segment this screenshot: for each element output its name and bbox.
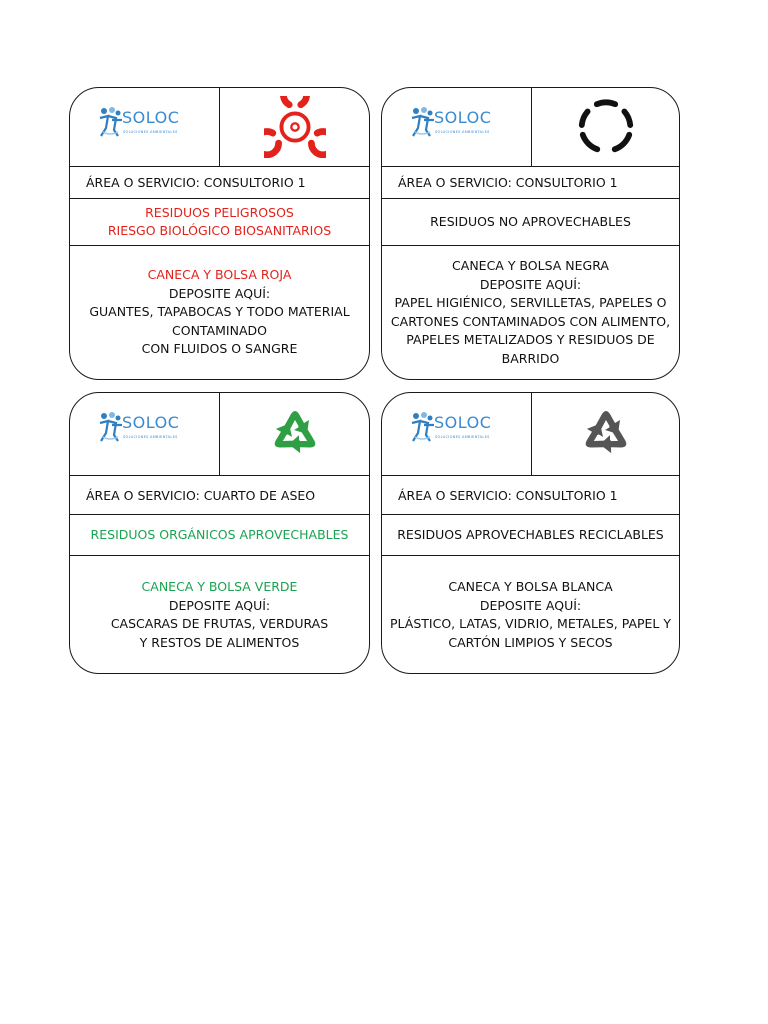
deposit-item: PLÁSTICO, LATAS, VIDRIO, METALES, PAPEL Y (390, 616, 671, 631)
card-header (70, 393, 369, 475)
deposit-instructions (382, 565, 679, 665)
deposit-item: CON FLUIDOS O SANGRE (141, 341, 298, 357)
bin-color: CANECA Y BOLSA BLANCA (448, 579, 613, 594)
recycle-green-icon (262, 401, 328, 467)
people-figure-icon (410, 106, 436, 138)
bin-color: CANECA Y BOLSA NEGRA (452, 258, 609, 273)
waste-type (382, 201, 679, 243)
deposit-item: Y RESTOS DE ALIMENTOS (139, 634, 300, 650)
icon-cell (532, 88, 679, 166)
icon-cell (220, 88, 369, 166)
recycle-gray-icon (573, 401, 639, 467)
icon-cell (532, 393, 679, 475)
deposit-item: PAPEL HIGIÉNICO, SERVILLETAS, PAPELES O (394, 295, 667, 310)
people-figure-icon (98, 106, 124, 138)
logo-text: SOLOC (434, 413, 492, 432)
area-service: ÁREA O SERVICIO: CONSULTORIO 1 (398, 488, 618, 503)
deposit-heading: DEPOSITE AQUÍ: (479, 276, 582, 292)
deposit-item: CARTÓN LIMPIOS Y SECOS (448, 634, 613, 650)
area-service: ÁREA O SERVICIO: CONSULTORIO 1 (398, 175, 618, 190)
bin-color: CANECA Y BOLSA ROJA (147, 267, 292, 283)
logo-text: SOLOC (122, 108, 180, 127)
card-header (382, 88, 679, 166)
waste-label-card-recyclable (381, 392, 680, 674)
deposit-item: CARTONES CONTAMINADOS CON ALIMENTO, (390, 313, 671, 329)
logo-tagline: SOLUCIONES AMBIENTALES (435, 130, 490, 134)
deposit-instructions (70, 250, 369, 375)
waste-type (70, 201, 369, 243)
waste-type (382, 517, 679, 553)
soloc-logo (410, 102, 506, 146)
people-figure-icon (410, 411, 436, 443)
deposit-instructions (382, 250, 679, 375)
bin-color: CANECA Y BOLSA VERDE (141, 579, 298, 594)
logo-tagline: SOLUCIONES AMBIENTALES (123, 130, 178, 134)
waste-label-card-organic (69, 392, 370, 674)
logo-text: SOLOC (122, 413, 180, 432)
waste-label-card-non-recyclable (381, 87, 680, 380)
logo-cell (70, 393, 220, 475)
people-figure-icon (98, 411, 124, 443)
deposit-item: BARRIDO (501, 350, 560, 366)
card-header (70, 88, 369, 166)
soloc-logo (98, 102, 194, 146)
logo-cell (382, 88, 532, 166)
soloc-logo (98, 407, 194, 451)
card-header (382, 393, 679, 475)
logo-tagline: SOLUCIONES AMBIENTALES (435, 435, 490, 439)
biohazard-icon (264, 96, 326, 158)
deposit-item: GUANTES, TAPABOCAS Y TODO MATERIAL (89, 304, 350, 320)
logo-text: SOLOC (434, 108, 492, 127)
deposit-heading: DEPOSITE AQUÍ: (168, 285, 271, 301)
deposit-instructions (70, 565, 369, 665)
icon-cell (220, 393, 369, 475)
deposit-item: CONTAMINADO (172, 322, 267, 338)
deposit-item: CASCARAS DE FRUTAS, VERDURAS (110, 616, 329, 631)
logo-tagline: SOLUCIONES AMBIENTALES (123, 435, 178, 439)
waste-type-line: RESIDUOS ORGÁNICOS APROVECHABLES (90, 527, 349, 542)
waste-label-card-hazardous (69, 87, 370, 380)
logo-cell (70, 88, 220, 166)
area-service: ÁREA O SERVICIO: CUARTO DE ASEO (86, 488, 316, 503)
waste-type-line: RESIDUOS NO APROVECHABLES (430, 214, 631, 229)
deposit-heading: DEPOSITE AQUÍ: (168, 597, 271, 613)
area-service: ÁREA O SERVICIO: CONSULTORIO 1 (86, 175, 306, 190)
logo-cell (382, 393, 532, 475)
waste-type-line: RESIDUOS PELIGROSOS (145, 205, 294, 220)
waste-type (70, 517, 369, 553)
deposit-heading: DEPOSITE AQUÍ: (479, 597, 582, 613)
deposit-item: PAPELES METALIZADOS Y RESIDUOS DE (406, 332, 655, 347)
broken-circle-icon (575, 96, 637, 158)
waste-type-line: RESIDUOS APROVECHABLES RECICLABLES (397, 527, 664, 542)
waste-type-line: RIESGO BIOLÓGICO BIOSANITARIOS (107, 223, 332, 238)
soloc-logo (410, 407, 506, 451)
